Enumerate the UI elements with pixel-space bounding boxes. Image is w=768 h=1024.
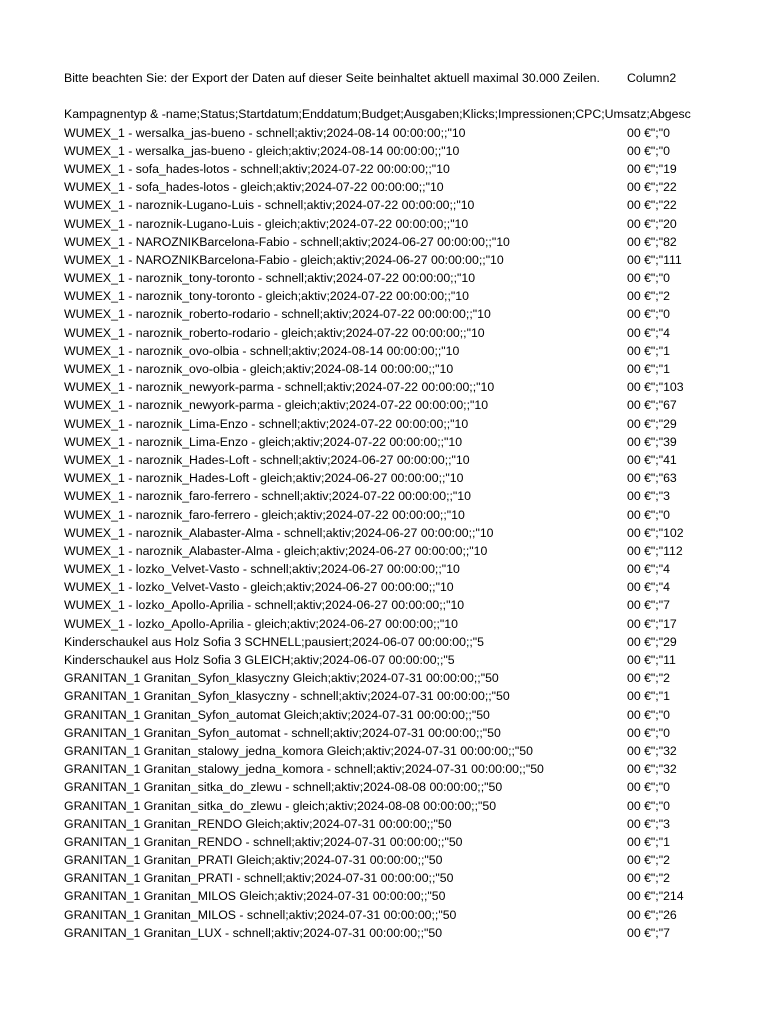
- table-row: [64, 324, 704, 342]
- campaign-cell: WUMEX_1 - NAROZNIKBarcelona-Fabio - schnell;aktiv;2024-06-27 00:00:00;;"10: [64, 234, 510, 249]
- campaign-cell: WUMEX_1 - naroznik_Alabaster-Alma - schnell;aktiv;2024-06-27 00:00:00;;"10: [64, 525, 494, 540]
- table-row: [64, 615, 704, 633]
- table-row: [64, 596, 704, 614]
- table-row: [64, 415, 704, 433]
- campaign-cell: WUMEX_1 - naroznik-Lugano-Luis - gleich;aktiv;2024-07-22 00:00:00;;"10: [64, 216, 469, 231]
- table-row: [64, 833, 704, 851]
- campaign-cell: WUMEX_1 - naroznik_Lima-Enzo - gleich;aktiv;2024-07-22 00:00:00;;"10: [64, 434, 463, 449]
- campaign-cell: GRANITAN_1 Granitan_LUX - schnell;aktiv;2024-07-31 00:00:00;;"50: [64, 925, 443, 940]
- campaign-cell: WUMEX_1 - wersalka_jas-bueno - schnell;aktiv;2024-08-14 00:00:00;;"10: [64, 125, 466, 140]
- campaign-cell: GRANITAN_1 Granitan_Syfon_automat Gleich;aktiv;2024-07-31 00:00:00;;"50: [64, 707, 490, 722]
- table-row: [64, 487, 704, 505]
- column2-cell: 00 €";"0: [627, 798, 670, 813]
- column2-cell: 00 €";"0: [627, 125, 670, 140]
- sheet-content: [64, 69, 704, 942]
- campaign-cell: WUMEX_1 - lozko_Velvet-Vasto - gleich;aktiv;2024-06-27 00:00:00;;"10: [64, 580, 454, 595]
- campaign-cell: WUMEX_1 - sofa_hades-lotos - gleich;aktiv;2024-07-22 00:00:00;;"10: [64, 180, 444, 195]
- column2-cell: 00 €";"3: [627, 816, 670, 831]
- column2-cell: 00 €";"4: [627, 325, 670, 340]
- column2-cell: 00 €";"26: [627, 907, 677, 922]
- table-row: [64, 196, 704, 214]
- column2-cell: 00 €";"0: [627, 725, 670, 740]
- table-row: [64, 869, 704, 887]
- column2-cell: 00 €";"29: [627, 416, 677, 431]
- table-row: [64, 633, 704, 651]
- table-row: [64, 797, 704, 815]
- campaign-cell: GRANITAN_1 Granitan_Syfon_automat - schnell;aktiv;2024-07-31 00:00:00;;"50: [64, 725, 501, 740]
- table-row: [64, 305, 704, 323]
- campaign-cell: GRANITAN_1 Granitan_sitka_do_zlewu - schnell;aktiv;2024-08-08 00:00:00;;"50: [64, 780, 503, 795]
- column2-cell: 00 €";"0: [627, 307, 670, 322]
- campaign-cell: GRANITAN_1 Granitan_RENDO Gleich;aktiv;2024-07-31 00:00:00;;"50: [64, 816, 452, 831]
- column2-cell: 00 €";"1: [627, 343, 670, 358]
- campaign-cell: WUMEX_1 - sofa_hades-lotos - schnell;aktiv;2024-07-22 00:00:00;;"10: [64, 161, 450, 176]
- column2-cell: 00 €";"22: [627, 180, 677, 195]
- table-row: [64, 342, 704, 360]
- column2-cell: 00 €";"0: [627, 507, 670, 522]
- table-row: [64, 360, 704, 378]
- campaign-cell: WUMEX_1 - naroznik_faro-ferrero - gleich;aktiv;2024-07-22 00:00:00;;"10: [64, 507, 465, 522]
- campaign-cell: WUMEX_1 - naroznik_roberto-rodario - schnell;aktiv;2024-07-22 00:00:00;;"10: [64, 307, 491, 322]
- campaign-cell: WUMEX_1 - naroznik_Alabaster-Alma - gleich;aktiv;2024-06-27 00:00:00;;"10: [64, 543, 488, 558]
- column2-cell: 00 €";"4: [627, 580, 670, 595]
- table-row: [64, 378, 704, 396]
- column2-cell: 00 €";"7: [627, 925, 670, 940]
- table-row: [64, 396, 704, 414]
- table-row: [64, 542, 704, 560]
- campaign-cell: WUMEX_1 - naroznik-Lugano-Luis - schnell;aktiv;2024-07-22 00:00:00;;"10: [64, 198, 475, 213]
- table-row: [64, 724, 704, 742]
- notice-row: [64, 69, 704, 87]
- table-row: [64, 524, 704, 542]
- table-row: [64, 142, 704, 160]
- table-row: [64, 887, 704, 905]
- column2-cell: 00 €";"3: [627, 489, 670, 504]
- table-row: [64, 706, 704, 724]
- table-row: [64, 742, 704, 760]
- campaign-cell: WUMEX_1 - naroznik_roberto-rodario - gleich;aktiv;2024-07-22 00:00:00;;"10: [64, 325, 485, 340]
- campaign-cell: GRANITAN_1 Granitan_MILOS - schnell;aktiv;2024-07-31 00:00:00;;"50: [64, 907, 457, 922]
- column2-cell: 00 €";"112: [627, 543, 683, 558]
- column2-cell: 00 €";"22: [627, 198, 677, 213]
- empty-row: [64, 87, 704, 105]
- campaign-cell: WUMEX_1 - naroznik_faro-ferrero - schnell;aktiv;2024-07-22 00:00:00;;"10: [64, 489, 471, 504]
- column2-cell: 00 €";"0: [627, 780, 670, 795]
- table-row: [64, 124, 704, 142]
- table-row: [64, 506, 704, 524]
- column2-cell: 00 €";"17: [627, 616, 677, 631]
- table-row: [64, 178, 704, 196]
- campaign-cell: GRANITAN_1 Granitan_stalowy_jedna_komora Gleich;aktiv;2024-07-31 00:00:00;;"50: [64, 743, 533, 758]
- column2-cell: 00 €";"2: [627, 289, 670, 304]
- column2-cell: 00 €";"32: [627, 762, 677, 777]
- campaign-cell: GRANITAN_1 Granitan_sitka_do_zlewu - gleich;aktiv;2024-08-08 00:00:00;;"50: [64, 798, 497, 813]
- table-row: [64, 451, 704, 469]
- export-notice: Bitte beachten Sie: der Export der Daten auf dieser Seite beinhaltet aktuell maximal 30.000 Zeilen.: [64, 71, 600, 85]
- campaign-cell: Kinderschaukel aus Holz Sofia 3 SCHNELL;pausiert;2024-06-07 00:00:00;;"5: [64, 634, 484, 649]
- column2-cell: 00 €";"2: [627, 871, 670, 886]
- table-row: [64, 433, 704, 451]
- campaign-cell: WUMEX_1 - naroznik_Lima-Enzo - schnell;aktiv;2024-07-22 00:00:00;;"10: [64, 416, 469, 431]
- table-row: [64, 815, 704, 833]
- table-row: [64, 760, 704, 778]
- table-row: [64, 287, 704, 305]
- column2-cell: 00 €";"19: [627, 161, 677, 176]
- column2-cell: 00 €";"41: [627, 452, 677, 467]
- campaign-cell: WUMEX_1 - lozko_Apollo-Aprilia - schnell;aktiv;2024-06-27 00:00:00;;"10: [64, 598, 465, 613]
- campaign-cell: WUMEX_1 - naroznik_tony-toronto - gleich;aktiv;2024-07-22 00:00:00;;"10: [64, 289, 469, 304]
- table-row: [64, 924, 704, 942]
- table-row: [64, 233, 704, 251]
- column2-cell: 00 €";"2: [627, 853, 670, 868]
- table-row: [64, 687, 704, 705]
- column2-cell: 00 €";"1: [627, 834, 670, 849]
- column2-cell: 00 €";"39: [627, 434, 677, 449]
- table-row: [64, 906, 704, 924]
- table-row: [64, 669, 704, 687]
- campaign-cell: WUMEX_1 - NAROZNIKBarcelona-Fabio - gleich;aktiv;2024-06-27 00:00:00;;"10: [64, 252, 504, 267]
- campaign-cell: WUMEX_1 - naroznik_Hades-Loft - gleich;aktiv;2024-06-27 00:00:00;;"10: [64, 471, 464, 486]
- campaign-cell: WUMEX_1 - naroznik_ovo-olbia - gleich;aktiv;2024-08-14 00:00:00;;"10: [64, 362, 454, 376]
- campaign-cell: GRANITAN_1 Granitan_MILOS Gleich;aktiv;2024-07-31 00:00:00;;"50: [64, 889, 446, 904]
- campaign-cell: GRANITAN_1 Granitan_PRATI - schnell;aktiv;2024-07-31 00:00:00;;"50: [64, 871, 454, 886]
- table-row: [64, 160, 704, 178]
- campaign-cell: GRANITAN_1 Granitan_stalowy_jedna_komora - schnell;aktiv;2024-07-31 00:00:00;;"50: [64, 762, 544, 777]
- campaign-cell: WUMEX_1 - lozko_Velvet-Vasto - schnell;aktiv;2024-06-27 00:00:00;;"10: [64, 562, 460, 577]
- table-row: [64, 269, 704, 287]
- column2-cell: 00 €";"102: [627, 525, 684, 540]
- column2-cell: 00 €";"103: [627, 380, 684, 395]
- data-rows: [64, 124, 704, 942]
- campaign-cell: WUMEX_1 - naroznik_newyork-parma - schnell;aktiv;2024-07-22 00:00:00;;"10: [64, 380, 495, 395]
- table-row: [64, 778, 704, 796]
- column2-cell: 00 €";"1: [627, 362, 670, 376]
- column2-cell: 00 €";"63: [627, 471, 677, 486]
- table-row: [64, 651, 704, 669]
- column2-cell: 00 €";"1: [627, 689, 670, 704]
- table-row: [64, 851, 704, 869]
- column2-cell: 00 €";"20: [627, 216, 677, 231]
- campaign-cell: WUMEX_1 - naroznik_Hades-Loft - schnell;aktiv;2024-06-27 00:00:00;;"10: [64, 452, 470, 467]
- column2-cell: 00 €";"82: [627, 234, 677, 249]
- campaign-cell: GRANITAN_1 Granitan_Syfon_klasyczny Gleich;aktiv;2024-07-31 00:00:00;;"50: [64, 671, 499, 686]
- campaign-cell: WUMEX_1 - wersalka_jas-bueno - gleich;aktiv;2024-08-14 00:00:00;;"10: [64, 143, 460, 158]
- column2-cell: 00 €";"29: [627, 634, 677, 649]
- column2-cell: 00 €";"7: [627, 598, 670, 613]
- campaign-cell: GRANITAN_1 Granitan_RENDO - schnell;aktiv;2024-07-31 00:00:00;;"50: [64, 834, 463, 849]
- column2-cell: 00 €";"67: [627, 398, 677, 413]
- table-row: [64, 578, 704, 596]
- column2-cell: 00 €";"4: [627, 562, 670, 577]
- column2-cell: 00 €";"111: [627, 252, 682, 267]
- column2-cell: 00 €";"32: [627, 743, 677, 758]
- table-row: [64, 560, 704, 578]
- column2-cell: 00 €";"0: [627, 271, 670, 286]
- header-row: Kampagnentyp & -name;Status;Startdatum;Enddatum;Budget;Ausgaben;Klicks;Impressionen;CPC;Umsatz;Abgesc: [64, 107, 691, 122]
- table-row: [64, 469, 704, 487]
- column2-cell: 00 €";"2: [627, 671, 670, 686]
- campaign-cell: WUMEX_1 - naroznik_tony-toronto - schnell;aktiv;2024-07-22 00:00:00;;"10: [64, 271, 476, 286]
- campaign-cell: WUMEX_1 - lozko_Apollo-Aprilia - gleich;aktiv;2024-06-27 00:00:00;;"10: [64, 616, 458, 631]
- campaign-cell: GRANITAN_1 Granitan_PRATI Gleich;aktiv;2024-07-31 00:00:00;;"50: [64, 853, 443, 868]
- column2-cell: 00 €";"11: [627, 653, 676, 667]
- campaign-cell: GRANITAN_1 Granitan_Syfon_klasyczny - schnell;aktiv;2024-07-31 00:00:00;;"50: [64, 689, 510, 704]
- table-row: [64, 215, 704, 233]
- table-row: [64, 251, 704, 269]
- campaign-cell: WUMEX_1 - naroznik_ovo-olbia - schnell;aktiv;2024-08-14 00:00:00;;"10: [64, 343, 460, 358]
- column2-cell: 00 €";"214: [627, 889, 684, 904]
- column2-header: Column2: [627, 71, 677, 85]
- campaign-cell: WUMEX_1 - naroznik_newyork-parma - gleich;aktiv;2024-07-22 00:00:00;;"10: [64, 398, 489, 413]
- column2-cell: 00 €";"0: [627, 707, 670, 722]
- campaign-cell: Kinderschaukel aus Holz Sofia 3 GLEICH;aktiv;2024-06-07 00:00:00;;"5: [64, 653, 455, 667]
- column2-cell: 00 €";"0: [627, 143, 670, 158]
